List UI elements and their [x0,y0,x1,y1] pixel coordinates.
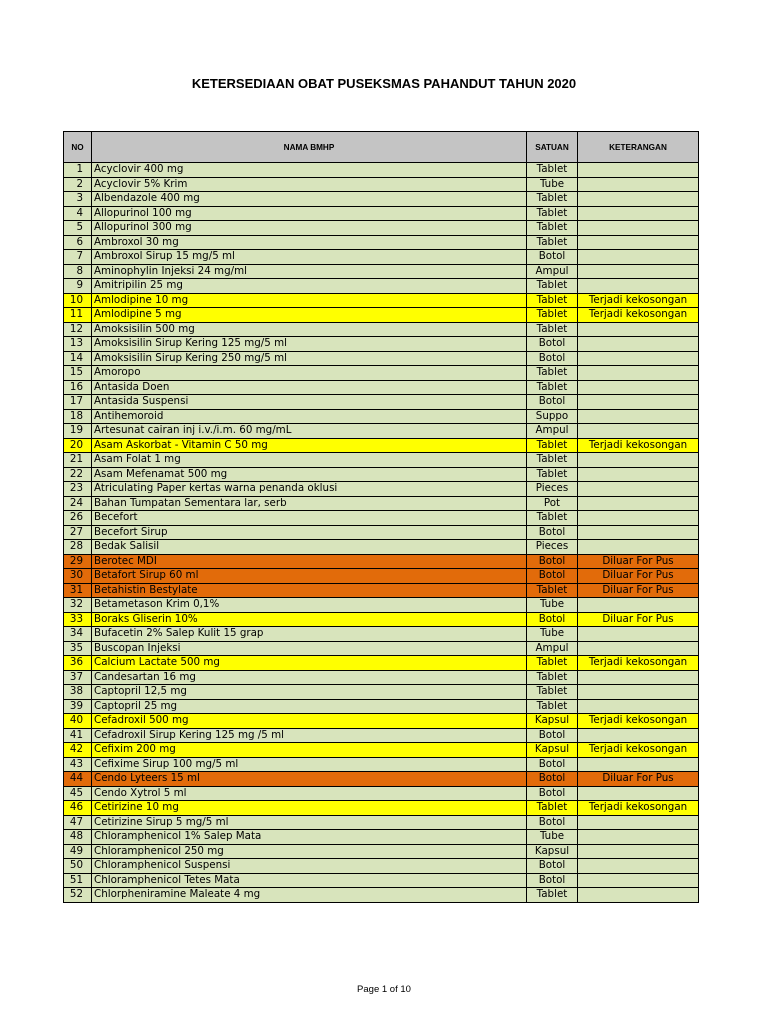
cell-no: 10 [64,293,92,308]
cell-no: 23 [64,482,92,497]
cell-nama-bmhp: Asam Mefenamat 500 mg [92,467,527,482]
table-row [64,206,699,221]
table-row [64,409,699,424]
table-row [64,569,699,584]
cell-nama-bmhp: Amoksisilin Sirup Kering 125 mg/5 ml [92,337,527,352]
cell-keterangan [578,511,699,526]
cell-satuan: Tube [527,177,578,192]
cell-satuan: Tablet [527,163,578,178]
cell-keterangan [578,482,699,497]
cell-nama-bmhp: Chloramphenicol Suspensi [92,859,527,874]
cell-keterangan [578,685,699,700]
cell-keterangan [578,525,699,540]
cell-no: 39 [64,699,92,714]
cell-nama-bmhp: Antasida Suspensi [92,395,527,410]
cell-keterangan [578,337,699,352]
cell-satuan: Botol [527,728,578,743]
table-row [64,308,699,323]
header-nama-bmhp: NAMA BMHP [92,132,527,163]
table-row [64,830,699,845]
cell-no: 5 [64,221,92,236]
cell-satuan: Botol [527,772,578,787]
cell-satuan: Botol [527,873,578,888]
table-row [64,859,699,874]
cell-keterangan [578,221,699,236]
header-keterangan: KETERANGAN [578,132,699,163]
cell-keterangan: Terjadi kekosongan [578,293,699,308]
cell-keterangan: Terjadi kekosongan [578,308,699,323]
cell-keterangan [578,409,699,424]
table-row [64,467,699,482]
cell-no: 51 [64,873,92,888]
cell-keterangan [578,177,699,192]
cell-satuan: Botol [527,786,578,801]
cell-no: 4 [64,206,92,221]
table-row [64,351,699,366]
cell-keterangan [578,250,699,265]
cell-satuan: Tablet [527,206,578,221]
cell-keterangan: Diluar For Pus [578,569,699,584]
cell-satuan: Tablet [527,380,578,395]
cell-no: 49 [64,844,92,859]
cell-keterangan [578,163,699,178]
cell-no: 2 [64,177,92,192]
cell-nama-bmhp: Bedak Salisil [92,540,527,555]
cell-no: 13 [64,337,92,352]
cell-no: 6 [64,235,92,250]
table-row [64,670,699,685]
table-row [64,438,699,453]
table-row [64,844,699,859]
cell-keterangan [578,670,699,685]
table-row [64,757,699,772]
cell-satuan: Tablet [527,308,578,323]
cell-no: 19 [64,424,92,439]
cell-satuan: Tablet [527,322,578,337]
cell-nama-bmhp: Asam Askorbat - Vitamin C 50 mg [92,438,527,453]
cell-nama-bmhp: Amoropo [92,366,527,381]
cell-satuan: Tablet [527,438,578,453]
cell-nama-bmhp: Berotec MDI [92,554,527,569]
cell-satuan: Botol [527,395,578,410]
cell-no: 46 [64,801,92,816]
cell-satuan: Kapsul [527,844,578,859]
cell-nama-bmhp: Allopurinol 100 mg [92,206,527,221]
cell-no: 27 [64,525,92,540]
cell-satuan: Kapsul [527,714,578,729]
cell-nama-bmhp: Acyclovir 400 mg [92,163,527,178]
cell-satuan: Botol [527,337,578,352]
cell-satuan: Tablet [527,670,578,685]
cell-satuan: Botol [527,351,578,366]
cell-no: 41 [64,728,92,743]
table-row [64,366,699,381]
cell-nama-bmhp: Betafort Sirup 60 ml [92,569,527,584]
cell-satuan: Botol [527,554,578,569]
cell-no: 8 [64,264,92,279]
cell-nama-bmhp: Amitripilin 25 mg [92,279,527,294]
medicine-table [63,131,699,903]
table-row [64,163,699,178]
table-row [64,511,699,526]
cell-keterangan: Diluar For Pus [578,612,699,627]
table-row [64,815,699,830]
cell-keterangan: Terjadi kekosongan [578,656,699,671]
cell-satuan: Tablet [527,279,578,294]
cell-nama-bmhp: Chloramphenicol Tetes Mata [92,873,527,888]
cell-nama-bmhp: Ambroxol 30 mg [92,235,527,250]
cell-nama-bmhp: Asam Folat 1 mg [92,453,527,468]
cell-nama-bmhp: Bahan Tumpatan Sementara lar, serb [92,496,527,511]
cell-satuan: Tablet [527,801,578,816]
cell-nama-bmhp: Cendo Xytrol 5 ml [92,786,527,801]
cell-keterangan [578,351,699,366]
cell-no: 37 [64,670,92,685]
cell-keterangan [578,540,699,555]
cell-keterangan [578,641,699,656]
cell-nama-bmhp: Albendazole 400 mg [92,192,527,207]
cell-nama-bmhp: Amlodipine 10 mg [92,293,527,308]
cell-keterangan: Diluar For Pus [578,583,699,598]
table-row [64,598,699,613]
cell-satuan: Tablet [527,235,578,250]
cell-nama-bmhp: Amlodipine 5 mg [92,308,527,323]
table-row [64,772,699,787]
cell-no: 35 [64,641,92,656]
cell-no: 52 [64,888,92,903]
cell-keterangan [578,786,699,801]
cell-no: 17 [64,395,92,410]
cell-satuan: Ampul [527,264,578,279]
cell-satuan: Ampul [527,641,578,656]
cell-nama-bmhp: Cefadroxil Sirup Kering 125 mg /5 ml [92,728,527,743]
table-row [64,482,699,497]
cell-nama-bmhp: Becefort Sirup [92,525,527,540]
cell-no: 16 [64,380,92,395]
table-row [64,801,699,816]
cell-satuan: Botol [527,250,578,265]
cell-no: 22 [64,467,92,482]
table-row [64,612,699,627]
cell-keterangan: Diluar For Pus [578,554,699,569]
cell-keterangan [578,873,699,888]
cell-nama-bmhp: Artesunat cairan inj i.v./i.m. 60 mg/mL [92,424,527,439]
cell-keterangan [578,830,699,845]
table-row [64,322,699,337]
cell-keterangan [578,699,699,714]
cell-satuan: Pieces [527,482,578,497]
cell-no: 47 [64,815,92,830]
cell-no: 38 [64,685,92,700]
cell-keterangan [578,728,699,743]
cell-no: 50 [64,859,92,874]
page-title: KETERSEDIAAN OBAT PUSEKSMAS PAHANDUT TAHUN 2020 [191,76,577,91]
cell-satuan: Botol [527,859,578,874]
cell-satuan: Tube [527,598,578,613]
cell-satuan: Botol [527,569,578,584]
table-row [64,279,699,294]
cell-nama-bmhp: Calcium Lactate 500 mg [92,656,527,671]
cell-nama-bmhp: Cetirizine 10 mg [92,801,527,816]
table-row [64,192,699,207]
cell-satuan: Tablet [527,366,578,381]
table-row [64,177,699,192]
cell-no: 45 [64,786,92,801]
cell-no: 36 [64,656,92,671]
cell-no: 44 [64,772,92,787]
table-row [64,583,699,598]
cell-satuan: Tablet [527,453,578,468]
table-row [64,250,699,265]
cell-no: 14 [64,351,92,366]
cell-keterangan [578,859,699,874]
cell-keterangan [578,496,699,511]
cell-nama-bmhp: Chloramphenicol 1% Salep Mata [92,830,527,845]
header-satuan: SATUAN [527,132,578,163]
table-row [64,873,699,888]
cell-no: 40 [64,714,92,729]
cell-nama-bmhp: Cefixim 200 mg [92,743,527,758]
cell-no: 48 [64,830,92,845]
cell-nama-bmhp: Candesartan 16 mg [92,670,527,685]
cell-satuan: Pot [527,496,578,511]
cell-nama-bmhp: Antihemoroid [92,409,527,424]
cell-no: 43 [64,757,92,772]
cell-keterangan [578,380,699,395]
table-row [64,380,699,395]
cell-no: 32 [64,598,92,613]
cell-no: 9 [64,279,92,294]
cell-nama-bmhp: Betametason Krim 0,1% [92,598,527,613]
cell-keterangan [578,757,699,772]
cell-nama-bmhp: Amoksisilin 500 mg [92,322,527,337]
cell-satuan: Botol [527,757,578,772]
cell-satuan: Kapsul [527,743,578,758]
table-body [64,163,699,903]
cell-nama-bmhp: Amoksisilin Sirup Kering 250 mg/5 ml [92,351,527,366]
table-row [64,656,699,671]
table-row [64,685,699,700]
cell-keterangan [578,192,699,207]
table-row [64,786,699,801]
cell-satuan: Tablet [527,583,578,598]
page-footer: Page 1 of 10 [357,984,411,995]
cell-nama-bmhp: Captopril 25 mg [92,699,527,714]
table-row [64,525,699,540]
cell-satuan: Tablet [527,699,578,714]
cell-nama-bmhp: Atriculating Paper kertas warna penanda oklusi [92,482,527,497]
table-row [64,714,699,729]
table-row [64,699,699,714]
cell-nama-bmhp: Chloramphenicol 250 mg [92,844,527,859]
table-row [64,221,699,236]
cell-satuan: Tablet [527,511,578,526]
cell-keterangan [578,815,699,830]
cell-keterangan [578,279,699,294]
cell-satuan: Tube [527,830,578,845]
cell-satuan: Tablet [527,221,578,236]
cell-satuan: Tube [527,627,578,642]
table-row [64,540,699,555]
cell-keterangan [578,395,699,410]
cell-no: 28 [64,540,92,555]
cell-satuan: Tablet [527,888,578,903]
cell-keterangan: Terjadi kekosongan [578,801,699,816]
cell-nama-bmhp: Boraks Gliserin 10% [92,612,527,627]
cell-keterangan [578,366,699,381]
cell-nama-bmhp: Aminophylin Injeksi 24 mg/ml [92,264,527,279]
cell-keterangan [578,235,699,250]
cell-keterangan [578,627,699,642]
cell-keterangan: Diluar For Pus [578,772,699,787]
cell-satuan: Tablet [527,467,578,482]
cell-keterangan [578,322,699,337]
cell-no: 24 [64,496,92,511]
cell-nama-bmhp: Betahistin Bestylate [92,583,527,598]
cell-keterangan [578,467,699,482]
table-row [64,424,699,439]
cell-no: 12 [64,322,92,337]
cell-no: 21 [64,453,92,468]
cell-nama-bmhp: Cetirizine Sirup 5 mg/5 ml [92,815,527,830]
cell-satuan: Botol [527,612,578,627]
cell-nama-bmhp: Allopurinol 300 mg [92,221,527,236]
cell-keterangan [578,424,699,439]
cell-no: 33 [64,612,92,627]
cell-no: 42 [64,743,92,758]
table-row [64,888,699,903]
table-row [64,293,699,308]
cell-no: 20 [64,438,92,453]
table-row [64,395,699,410]
table-row [64,496,699,511]
cell-nama-bmhp: Cefadroxil 500 mg [92,714,527,729]
cell-no: 18 [64,409,92,424]
cell-nama-bmhp: Cendo Lyteers 15 ml [92,772,527,787]
cell-keterangan: Terjadi kekosongan [578,743,699,758]
cell-satuan: Pieces [527,540,578,555]
cell-nama-bmhp: Becefort [92,511,527,526]
cell-satuan: Tablet [527,192,578,207]
cell-satuan: Ampul [527,424,578,439]
cell-satuan: Botol [527,525,578,540]
cell-keterangan: Terjadi kekosongan [578,714,699,729]
table-row [64,641,699,656]
cell-keterangan [578,598,699,613]
table-header-row [64,132,699,163]
cell-nama-bmhp: Buscopan Injeksi [92,641,527,656]
cell-nama-bmhp: Chlorpheniramine Maleate 4 mg [92,888,527,903]
cell-satuan: Suppo [527,409,578,424]
cell-nama-bmhp: Antasida Doen [92,380,527,395]
table-row [64,264,699,279]
cell-no: 11 [64,308,92,323]
cell-keterangan [578,888,699,903]
cell-no: 1 [64,163,92,178]
table-row [64,235,699,250]
table-row [64,554,699,569]
cell-keterangan [578,264,699,279]
cell-no: 31 [64,583,92,598]
cell-satuan: Tablet [527,656,578,671]
cell-no: 3 [64,192,92,207]
cell-no: 15 [64,366,92,381]
cell-keterangan [578,453,699,468]
table-row [64,728,699,743]
header-no: NO [64,132,92,163]
cell-nama-bmhp: Acyclovir 5% Krim [92,177,527,192]
cell-keterangan [578,206,699,221]
cell-nama-bmhp: Ambroxol Sirup 15 mg/5 ml [92,250,527,265]
cell-no: 30 [64,569,92,584]
cell-satuan: Botol [527,815,578,830]
cell-nama-bmhp: Captopril 12,5 mg [92,685,527,700]
cell-no: 7 [64,250,92,265]
cell-satuan: Tablet [527,293,578,308]
cell-keterangan: Terjadi kekosongan [578,438,699,453]
cell-no: 26 [64,511,92,526]
cell-satuan: Tablet [527,685,578,700]
cell-keterangan [578,844,699,859]
cell-no: 34 [64,627,92,642]
table-row [64,337,699,352]
cell-no: 29 [64,554,92,569]
cell-nama-bmhp: Cefixime Sirup 100 mg/5 ml [92,757,527,772]
table-row [64,453,699,468]
table-row [64,743,699,758]
cell-nama-bmhp: Bufacetin 2% Salep Kulit 15 grap [92,627,527,642]
table-row [64,627,699,642]
